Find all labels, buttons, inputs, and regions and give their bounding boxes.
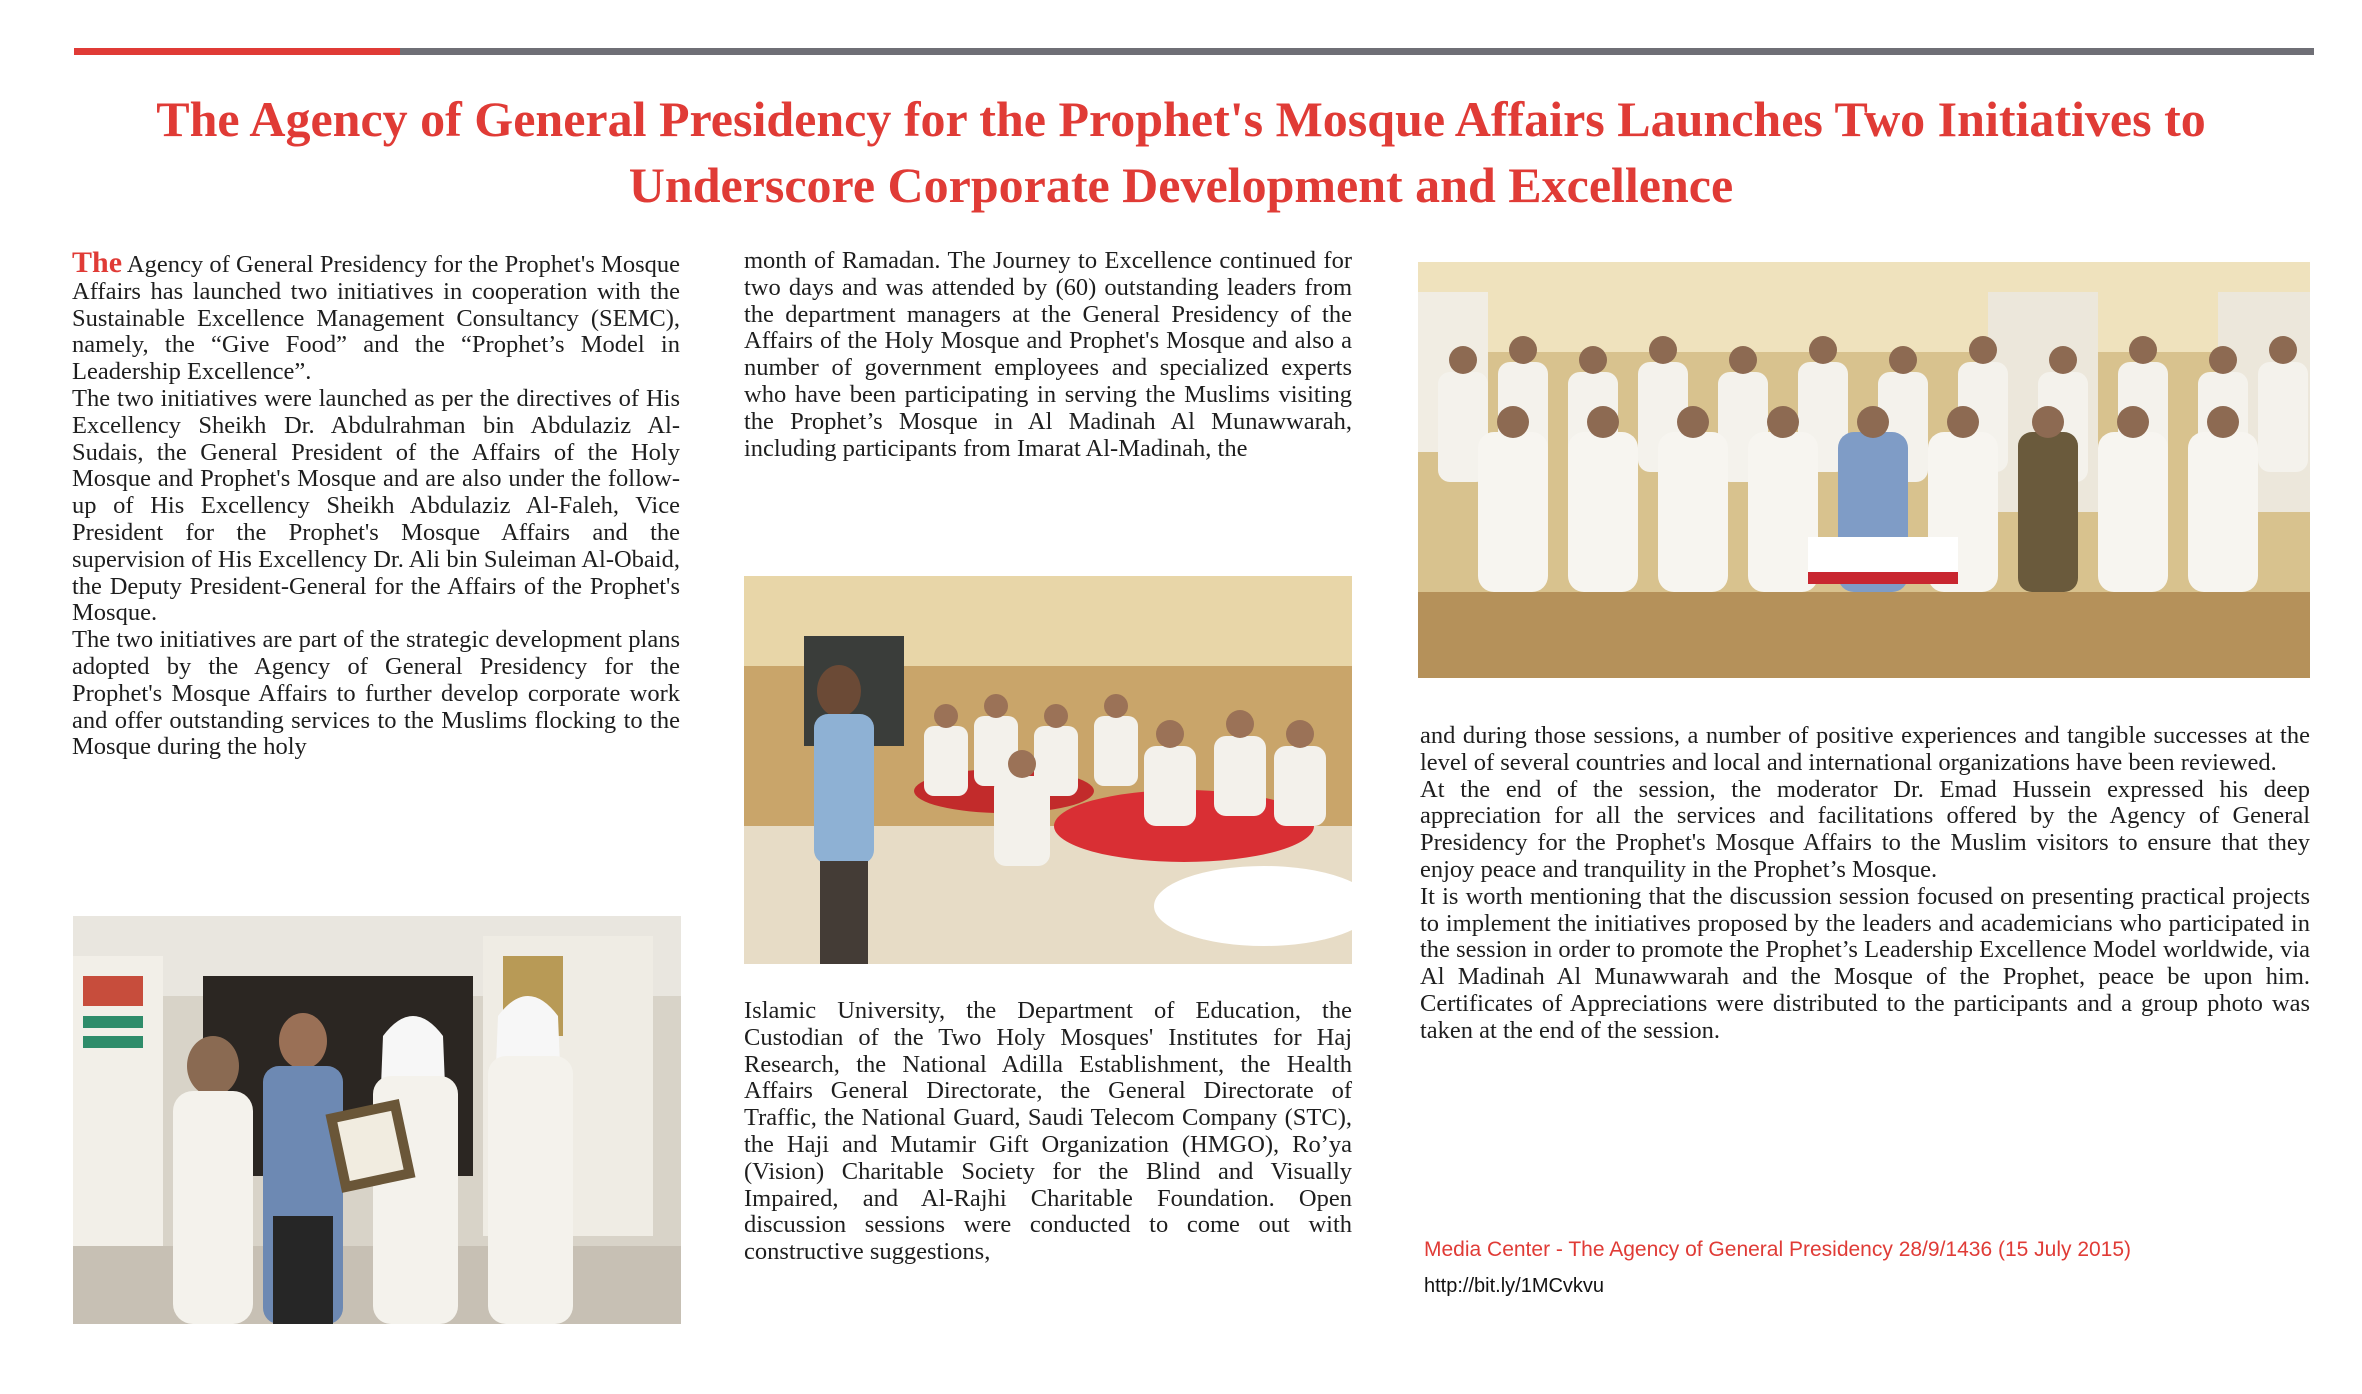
top-rule-accent — [74, 48, 400, 55]
column-3-paragraph-1: and during those sessions, a number of positive experiences and tangible successes at the level of several countries and local and international organizations have been reviewed. — [1420, 722, 2310, 776]
column-2-top — [744, 248, 1352, 462]
column-1-paragraph-3: The two initiatives are part of the strategic development plans adopted by the Agency of General Presidency for the Prophet's Mosque Affairs to further develop corporate work and offer outstanding services to the Muslims flocking to the Mosque during the holy — [72, 626, 680, 761]
column-1-paragraph-1-text: Agency of General Presidency for the Prophet's Mosque Affairs has launched two initiatives in cooperation with the Sustainable Excellence Management Consultancy (SEMC), namely, the “Give Food” and the “Prophet’s Model in Leadership Excellence”. — [72, 251, 680, 386]
source-credit: Media Center - The Agency of General Presidency 28/9/1436 (15 July 2015) — [1424, 1238, 2132, 1261]
photo-certificate-presentation — [73, 916, 681, 1324]
column-1 — [72, 246, 680, 761]
headline: The Agency of General Presidency for the Prophet's Mosque Affairs Launches Two Initiatives to Underscore Corporate Development and Excellence — [156, 91, 2206, 213]
column-2-bottom-text: Islamic University, the Department of Education, the Custodian of the Two Holy Mosques' Institutes for Haj Research, the National Adilla Establishment, the Health Affairs General Directorate, the General Directorate of Traffic, the National Guard, Saudi Telecom Company (STC), the Haji and Mutamir Gift Organization (HMGO), Ro’ya (Vision) Charitable Society for the Blind and Visually Impaired, and Al-Rajhi Charitable Foundation. Open discussion sessions were conducted to come out with constructive suggestions, — [744, 997, 1352, 1266]
column-3-paragraph-2: At the end of the session, the moderator Dr. Emad Hussein expressed his deep appreciation for all the services and facilitations offered by the Agency of General Presidency for the Prophet's Mosque Affairs to the Muslim visitors to ensure that they enjoy peace and tranquility in the Prophet’s Mosque. — [1420, 775, 2310, 883]
column-1-paragraph-1 — [72, 246, 680, 386]
column-3 — [1420, 723, 2310, 1045]
column-2-top-text: month of Ramadan. The Journey to Excellence continued for two days and was attended by (60) outstanding leaders from the department managers at the General Presidency of the Affairs of the Holy Mosque and Prophet's Mosque and also a number of government employees and specialized experts who have been participating in serving the Muslims visiting the Prophet’s Mosque in Al Madinah Al Munawwarah, including participants from Imarat Al-Madinah, the — [744, 247, 1352, 462]
source-link[interactable]: http://bit.ly/1MCvkvu — [1424, 1275, 1605, 1297]
photo-group — [1418, 262, 2310, 678]
column-1-paragraph-2: The two initiatives were launched as per the directives of His Excellency Sheikh Dr. Abdulrahman bin Abdulaziz Al-Sudais, the General President of the Affairs of the Holy Mosque and Prophet's Mosque and are also under the follow-up of His Excellency Sheikh Abdulaziz Al-Faleh, Vice President for the Prophet's Mosque Affairs and the supervision of His Excellency Dr. Ali bin Suleiman Al-Obaid, the Deputy President-General for the Affairs of the Prophet's Mosque. — [72, 384, 680, 627]
column-2-bottom — [744, 998, 1352, 1266]
photo-discussion-session — [744, 576, 1352, 964]
top-rule — [74, 48, 2314, 55]
lead-word: The — [72, 246, 123, 279]
column-3-paragraph-3: It is worth mentioning that the discussion session focused on presenting practical projects to implement the initiatives proposed by the leaders and academicians who participated in the session in order to promote the Prophet’s Leadership Excellence Model worldwide, via Al Madinah Al Munawwarah and the Mosque of the Prophet, peace be upon him. Certificates of Appreciations were distributed to the participants and a group photo was taken at the end of the session. — [1420, 882, 2310, 1044]
